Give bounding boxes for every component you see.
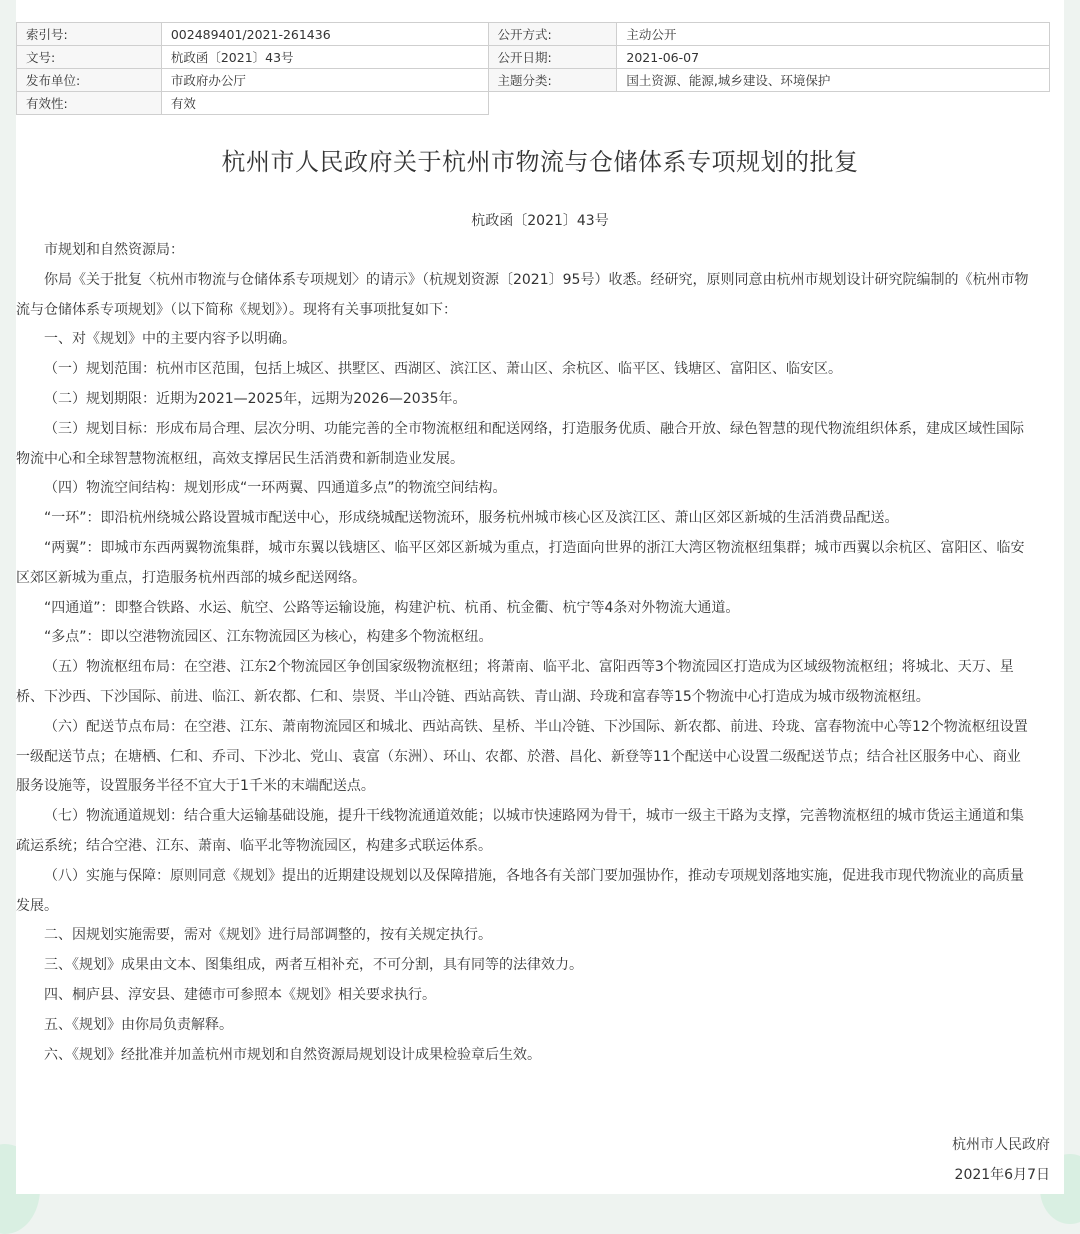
signature-issuer: 杭州市人民政府 — [952, 1137, 1050, 1153]
paragraph: 一、对《规划》中的主要内容予以明确。 — [44, 331, 296, 348]
paragraph: “一环”：即沿杭州绕城公路设置城市配送中心，形成绕城配送物流环，服务杭州城市核心区及滨江区、萧山区郊区新城的生活消费品配送。 — [44, 510, 899, 527]
validity-value: 有效 — [161, 92, 488, 115]
paragraph: 六、《规划》经批准并加盖杭州市规划和自然资源局规划设计成果检验章后生效。 — [44, 1046, 541, 1063]
metadata-row — [17, 92, 1050, 115]
paragraph: （七）物流通道规划：结合重大运输基础设施，提升干线物流通道效能；以城市快速路网为骨干，城市一级主干路为支撑，完善物流枢纽的城市货运主通道和集疏运系统；结合空港、江东、萧南、临平北等物流园区，构建多式联运体系。 — [16, 808, 1024, 854]
document-number: 杭政函〔2021〕43号 — [471, 213, 609, 229]
issuer-label: 发布单位: — [17, 69, 162, 92]
metadata-row — [17, 69, 1050, 92]
validity-label: 有效性: — [17, 92, 162, 115]
metadata-row — [17, 23, 1050, 46]
metadata-row — [17, 46, 1050, 69]
metadata-table — [16, 22, 1050, 115]
paragraph: “多点”：即以空港物流园区、江东物流园区为核心，构建多个物流枢纽。 — [44, 629, 493, 646]
paragraph: “四通道”：即整合铁路、水运、航空、公路等运输设施，构建沪杭、杭甬、杭金衢、杭宁等4条对外物流大通道。 — [44, 599, 740, 616]
signature-date: 2021年6月7日 — [954, 1166, 1050, 1183]
paragraph: 四、桐庐县、淳安县、建德市可参照本《规划》相关要求执行。 — [44, 986, 436, 1003]
index-label: 索引号: — [17, 23, 162, 46]
document-body — [16, 236, 1030, 1070]
page-title: 杭州市人民政府关于杭州市物流与仓储体系专项规划的批复 — [221, 148, 859, 176]
paragraph: （八）实施与保障：原则同意《规划》提出的近期建设规划以及保障措施，各地各有关部门要加强协作，推动专项规划落地实施，促进我市现代物流业的高质量发展。 — [16, 867, 1024, 914]
paragraph: 二、因规划实施需要，需对《规划》进行局部调整的，按有关规定执行。 — [44, 927, 492, 944]
paragraph: （二）规划期限：近期为2021—2025年，远期为2026—2035年。 — [44, 390, 467, 407]
signature-block — [952, 1131, 1050, 1190]
paragraph: 三、《规划》成果由文本、图集组成，两者互相补充，不可分割，具有同等的法律效力。 — [44, 957, 583, 974]
issuer-value: 市政府办公厅 — [161, 69, 488, 92]
paragraph: “两翼”：即城市东西两翼物流集群，城市东翼以钱塘区、临平区郊区新城为重点，打造面向世界的浙江大湾区物流枢纽集群；城市西翼以余杭区、富阳区、临安区郊区新城为重点，打造服务杭州西部的城乡配送网络。 — [16, 539, 1025, 586]
disclosure-value: 主动公开 — [617, 23, 1050, 46]
date-label: 公开日期: — [488, 46, 617, 69]
docnum-label: 文号: — [17, 46, 162, 69]
date-value: 2021-06-07 — [617, 46, 1050, 69]
docnum-value: 杭政函〔2021〕43号 — [161, 46, 488, 69]
paragraph: （一）规划范围：杭州市区范围，包括上城区、拱墅区、西湖区、滨江区、萧山区、余杭区、临平区、钱塘区、富阳区、临安区。 — [44, 361, 842, 378]
topic-label: 主题分类: — [488, 69, 617, 92]
index-value: 002489401/2021-261436 — [161, 23, 488, 46]
paragraph: 五、《规划》由你局负责解释。 — [44, 1016, 233, 1033]
disclosure-label: 公开方式: — [488, 23, 617, 46]
paragraph: 你局《关于批复〈杭州市物流与仓储体系专项规划〉的请示》（杭规划资源〔2021〕95号）收悉。经研究，原则同意由杭州市规划设计研究院编制的《杭州市物流与仓储体系专项规划》（以下简称《规划》）。现将有关事项批复如下： — [16, 271, 1029, 318]
paragraph: （四）物流空间结构：规划形成“一环两翼、四通道多点”的物流空间结构。 — [44, 480, 507, 497]
topic-value: 国土资源、能源,城乡建设、环境保护 — [617, 69, 1050, 92]
paragraph: （五）物流枢纽布局：在空港、江东2个物流园区争创国家级物流枢纽；将萧南、临平北、富阳西等3个物流园区打造成为区域级物流枢纽；将城北、天万、星桥、下沙西、下沙国际、前进、临江、新农都、仁和、崇贤、半山冷链、西站高铁、青山湖、玲珑和富春等15个物流中心打造成为城市级物流枢纽。 — [16, 659, 1014, 705]
salutation: 市规划和自然资源局： — [44, 242, 184, 258]
paragraph: （三）规划目标：形成布局合理、层次分明、功能完善的全市物流枢纽和配送网络，打造服务优质、融合开放、绿色智慧的现代物流组织体系，建成区域性国际物流中心和全球智慧物流枢纽，高效支撑居民生活消费和新制造业发展。 — [16, 420, 1024, 467]
paragraph: （六）配送节点布局：在空港、江东、萧南物流园区和城北、西站高铁、星桥、半山冷链、下沙国际、新农都、前进、玲珑、富春物流中心等12个物流枢纽设置一级配送节点；在塘栖、仁和、乔司、下沙北、党山、袁富（东洲）、环山、农都、於潜、昌化、新登等11个配送中心设置二级配送节点；结合社区服务中心、商业服务设施等，设置服务半径不宜大于1千米的末端配送点。 — [16, 718, 1028, 795]
